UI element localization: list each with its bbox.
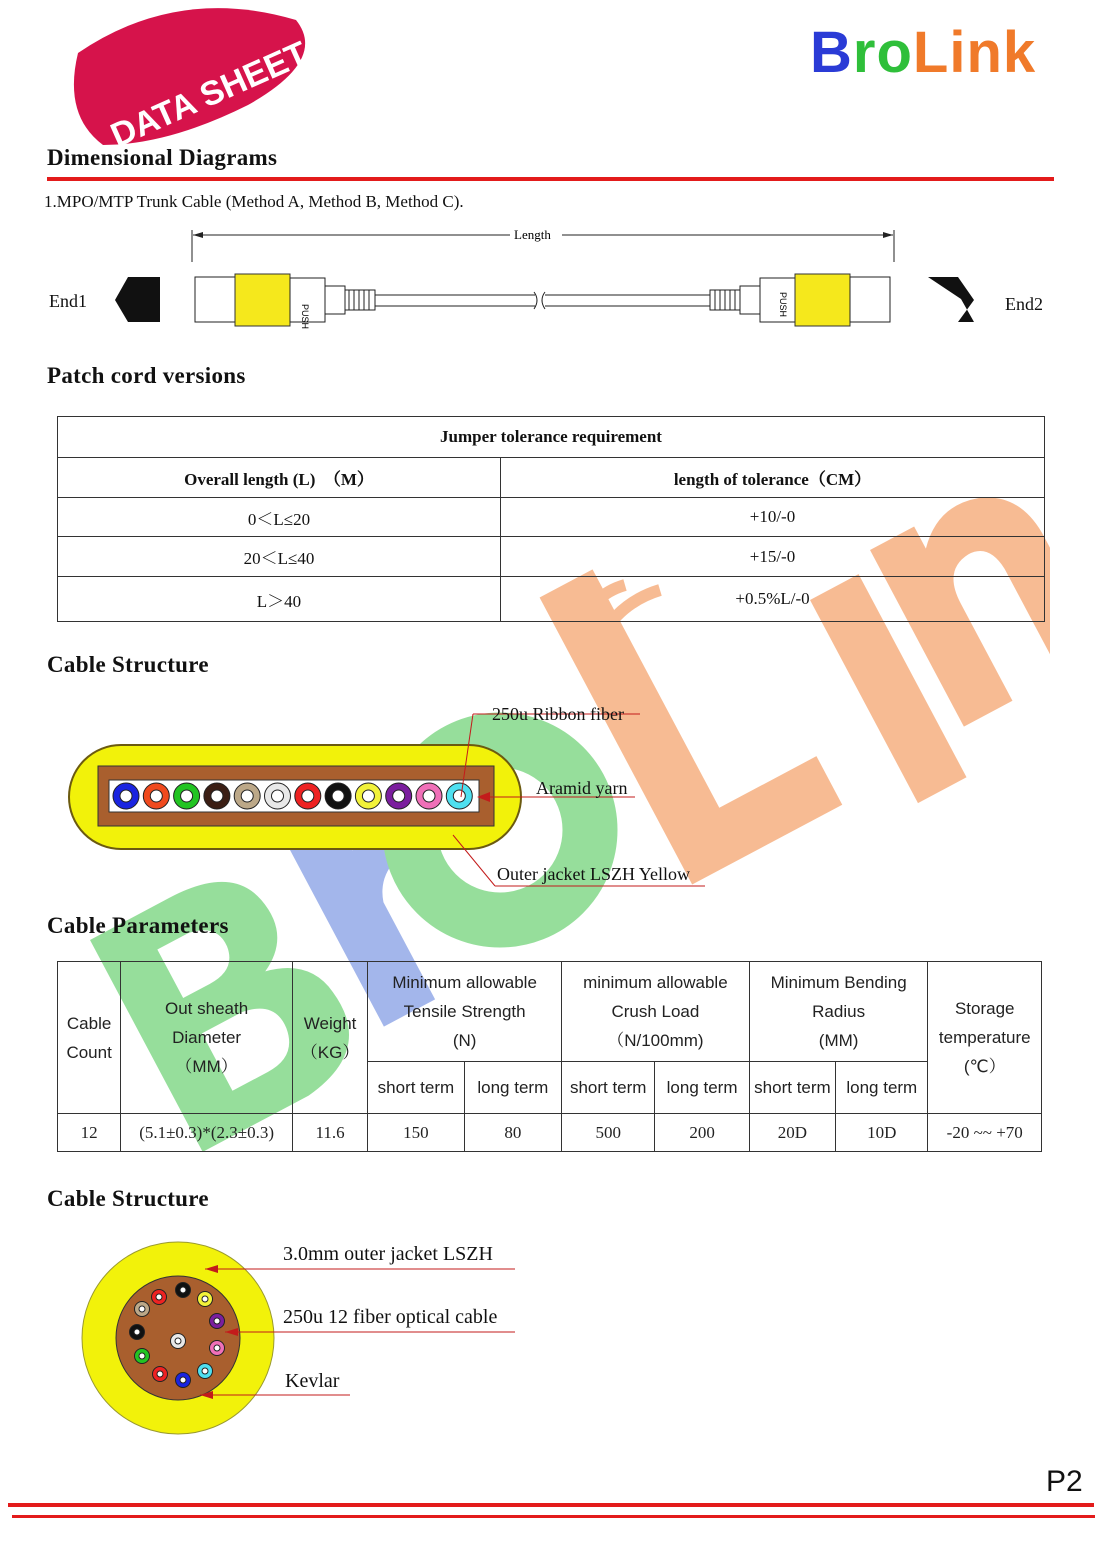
header-line: （KG） <box>300 1042 360 1062</box>
section-title-parameters: Cable Parameters <box>47 913 229 938</box>
footer-line-top <box>8 1503 1094 1507</box>
header-line: Cable <box>66 1013 112 1033</box>
ribbon-fiber-core <box>302 790 314 802</box>
header-line: minimum allowable <box>583 973 728 992</box>
section-divider <box>47 177 1054 181</box>
section-title-dimensional: Dimensional Diagrams <box>47 145 278 170</box>
page-number: P2 <box>1046 1465 1083 1498</box>
header-diameter <box>121 962 293 1114</box>
round-fiber-core <box>180 1377 186 1383</box>
header-line: (MM) <box>818 1031 859 1050</box>
header-crush <box>562 962 750 1062</box>
table-cell: +15/-0 <box>501 537 1045 577</box>
round-fiber-core <box>139 1306 145 1312</box>
trunk-cable-diagram <box>40 222 1060 332</box>
ribbon-fiber-core <box>181 790 193 802</box>
table-cell: +10/-0 <box>501 498 1045 537</box>
label-aramid-yarn: Aramid yarn <box>536 778 628 798</box>
header-line: Minimum allowable <box>392 973 537 992</box>
table-cell: +0.5%L/-0 <box>501 577 1045 622</box>
subheader-short-term: short term <box>562 1062 655 1114</box>
header-line: （N/100mm) <box>607 1031 704 1050</box>
table-cell: L＞40 <box>58 577 501 622</box>
cell-diameter: (5.1±0.3)*(2.3±0.3) <box>121 1114 293 1152</box>
header-line: Out sheath <box>165 999 249 1018</box>
ribbon-fiber-core <box>120 790 132 802</box>
round-fiber-core <box>156 1294 162 1300</box>
end2-label: End2 <box>1005 294 1043 314</box>
round-fiber-core <box>139 1353 145 1359</box>
push-label-left: PUSH <box>300 304 310 330</box>
footer-line-bottom <box>12 1515 1095 1518</box>
subheader-short-term: short term <box>749 1062 835 1114</box>
header-line: Radius <box>812 1002 866 1021</box>
parameters-table <box>57 961 1042 1152</box>
header-line: (N) <box>452 1031 477 1050</box>
header-tensile <box>368 962 562 1062</box>
length-label: Length <box>514 227 551 242</box>
push-label-right: PUSH <box>778 292 788 318</box>
subheader-long-term: long term <box>655 1062 749 1114</box>
ribbon-fiber-core <box>272 790 284 802</box>
round-fiber-core <box>202 1368 208 1374</box>
round-cable-diagram <box>75 1235 535 1450</box>
header-line: Count <box>66 1042 112 1062</box>
cell-weight: 11.6 <box>292 1114 367 1152</box>
round-fiber-core <box>134 1329 140 1335</box>
label-kevlar: Kevlar <box>285 1370 340 1392</box>
header-cable-count <box>58 962 121 1114</box>
ribbon-fiber-core <box>241 790 253 802</box>
cell-count: 12 <box>58 1114 121 1152</box>
header-weight <box>292 962 367 1114</box>
round-fiber-core <box>214 1318 220 1324</box>
label-outer-jacket: Outer jacket LSZH Yellow <box>497 864 690 884</box>
cell-crush-short: 500 <box>562 1114 655 1152</box>
ribbon-fiber-core <box>332 790 344 802</box>
cell-crush-long: 200 <box>655 1114 749 1152</box>
ribbon-fiber-core <box>453 790 465 802</box>
cell-tensile-short: 150 <box>368 1114 464 1152</box>
round-fiber-core <box>180 1287 186 1293</box>
header-line: Minimum Bending <box>770 973 907 992</box>
section-title-structure-flat: Cable Structure <box>47 652 209 677</box>
col-header-length: Overall length (L) （M） <box>58 458 501 498</box>
label-round-fiber: 250u 12 fiber optical cable <box>283 1306 498 1328</box>
header-line: （MM） <box>175 1057 238 1076</box>
subheader-short-term: short term <box>368 1062 464 1114</box>
round-fiber-core <box>157 1371 163 1377</box>
subheader-long-term: long term <box>836 1062 928 1114</box>
ribbon-fiber-core <box>393 790 405 802</box>
cell-bend-short: 20D <box>749 1114 835 1152</box>
header-storage <box>928 962 1042 1114</box>
cell-storage: -20 ~~ +70 <box>928 1114 1042 1152</box>
header-line: temperature <box>938 1028 1031 1047</box>
round-fiber-core <box>202 1296 208 1302</box>
table-cell: 0＜L≤20 <box>58 498 501 537</box>
end1-label: End1 <box>49 291 87 311</box>
tolerance-table <box>57 416 1045 622</box>
round-fiber-core <box>214 1345 220 1351</box>
header-line: Crush Load <box>611 1002 700 1021</box>
round-fiber-core <box>175 1338 181 1344</box>
cell-tensile-long: 80 <box>464 1114 561 1152</box>
header-line: Tensile Strength <box>403 1002 526 1021</box>
ribbon-fiber-core <box>423 790 435 802</box>
header-line: Diameter <box>172 1028 242 1047</box>
cell-bend-long: 10D <box>836 1114 928 1152</box>
ribbon-fiber-core <box>150 790 162 802</box>
label-ribbon-fiber: 250u Ribbon fiber <box>492 704 624 724</box>
header-line: Weight <box>303 1013 357 1033</box>
brand-logo <box>808 14 1058 84</box>
ribbon-fiber-core <box>362 790 374 802</box>
diagram-caption: 1.MPO/MTP Trunk Cable (Method A, Method B, Method C). <box>44 192 464 211</box>
data-sheet-badge <box>58 5 318 155</box>
header-line: (℃） <box>963 1057 1006 1076</box>
header-bending <box>749 962 928 1062</box>
col-header-tolerance: length of tolerance（CM） <box>501 458 1045 498</box>
table-cell: 20＜L≤40 <box>58 537 501 577</box>
ribbon-fiber-core <box>211 790 223 802</box>
section-title-structure-round: Cable Structure <box>47 1186 209 1211</box>
subheader-long-term: long term <box>464 1062 561 1114</box>
table-title: Jumper tolerance requirement <box>58 417 1045 458</box>
section-title-patch: Patch cord versions <box>47 363 246 388</box>
svg-text:BroLink: BroLink <box>810 20 1037 84</box>
header-line: Storage <box>954 999 1015 1018</box>
label-round-jacket: 3.0mm outer jacket LSZH <box>283 1243 493 1265</box>
svg-text:DATA SHEET: DATA SHEET <box>105 34 314 155</box>
